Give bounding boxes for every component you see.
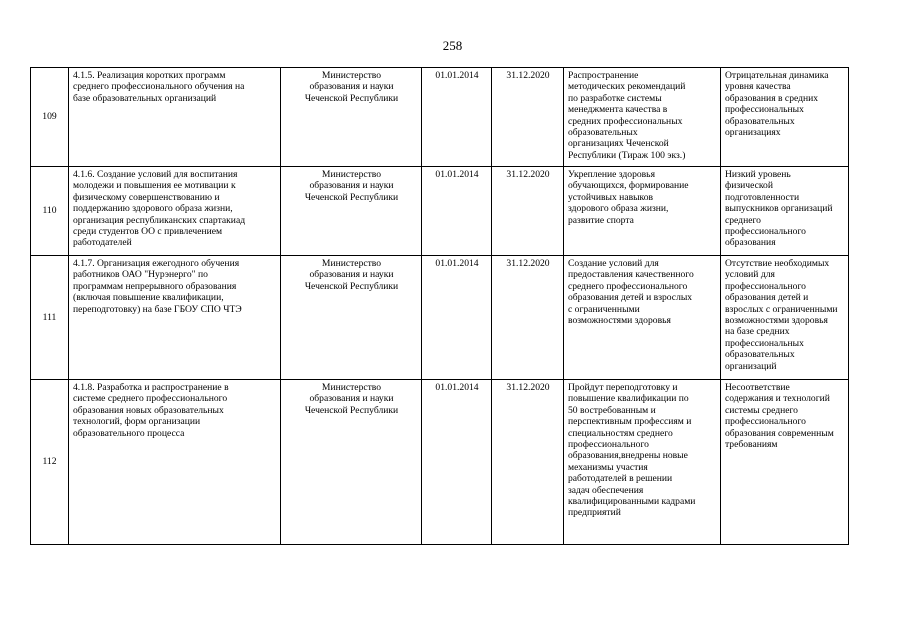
- executor-cell: Министерство образования и науки Чеченской Республики: [281, 167, 422, 256]
- measure-cell: 4.1.6. Создание условий для воспитания молодежи и повышения ее мотивации к физическому совершенствованию и поддержанию здорового образа жизни, организация республиканских спартакиад среди студентов ОО с привлечением работодателей: [69, 167, 281, 256]
- start-date-cell: 01.01.2014: [422, 167, 492, 256]
- end-date-cell: 31.12.2020: [492, 256, 564, 380]
- table-row: [31, 68, 849, 167]
- end-date-cell: 31.12.2020: [492, 167, 564, 256]
- start-date-cell: 01.01.2014: [422, 380, 492, 545]
- start-date-cell: 01.01.2014: [422, 256, 492, 380]
- table-row: [31, 380, 849, 545]
- result-cell: Укрепление здоровья обучающихся, формирование устойчивых навыков здорового образа жизни, развитие спорта: [564, 167, 721, 256]
- result-cell: Распространение методических рекомендаций по разработке системы менеджмента качества в средних профессиональных образовательных организациях Чеченской Республики (Тираж 100 экз.): [564, 68, 721, 167]
- consequence-cell: Отсутствие необходимых условий для профессионального образования детей и взрослых с ограниченными возможностями здоровья на базе средних профессиональных образовательных организаций: [721, 256, 849, 380]
- result-cell: Создание условий для предоставления качественного среднего профессионального образования детей и взрослых с ограниченными возможностями здоровья: [564, 256, 721, 380]
- end-date-cell: 31.12.2020: [492, 68, 564, 167]
- result-cell: Пройдут переподготовку и повышение квалификации по 50 востребованным и перспективным профессиям и специальностям среднего профессионального образования,внедрены новые механизмы участия работодателей в решении задач обеспечения квалифицированными кадрами предприятий: [564, 380, 721, 545]
- row-number: 112: [31, 380, 69, 545]
- executor-cell: Министерство образования и науки Чеченской Республики: [281, 68, 422, 167]
- consequence-cell: Несоответствие содержания и технологий системы среднего профессионального образования современным требованиям: [721, 380, 849, 545]
- table-row: [31, 256, 849, 380]
- measure-cell: 4.1.5. Реализация коротких программ среднего профессионального обучения на базе образовательных организаций: [69, 68, 281, 167]
- executor-cell: Министерство образования и науки Чеченской Республики: [281, 256, 422, 380]
- start-date-cell: 01.01.2014: [422, 68, 492, 167]
- consequence-cell: Отрицательная динамика уровня качества образования в средних профессиональных образовательных организациях: [721, 68, 849, 167]
- end-date-cell: 31.12.2020: [492, 380, 564, 545]
- page-number: 258: [442, 38, 463, 53]
- consequence-cell: Низкий уровень физической подготовленности выпускников организаций среднего профессионального образования: [721, 167, 849, 256]
- measure-cell: 4.1.7. Организация ежегодного обучения работников ОАО "Нурэнерго" по программам непрерывного образования (включая повышение квалификации, переподготовку) на базе ГБОУ СПО ЧТЭ: [69, 256, 281, 380]
- measure-cell: 4.1.8. Разработка и распространение в системе среднего профессионального образования новых образовательных технологий, форм организации образовательного процесса: [69, 380, 281, 545]
- row-number: 111: [31, 256, 69, 380]
- table-row: [31, 167, 849, 256]
- measures-table: [30, 67, 849, 545]
- executor-cell: Министерство образования и науки Чеченской Республики: [281, 380, 422, 545]
- row-number: 109: [31, 68, 69, 167]
- row-number: 110: [31, 167, 69, 256]
